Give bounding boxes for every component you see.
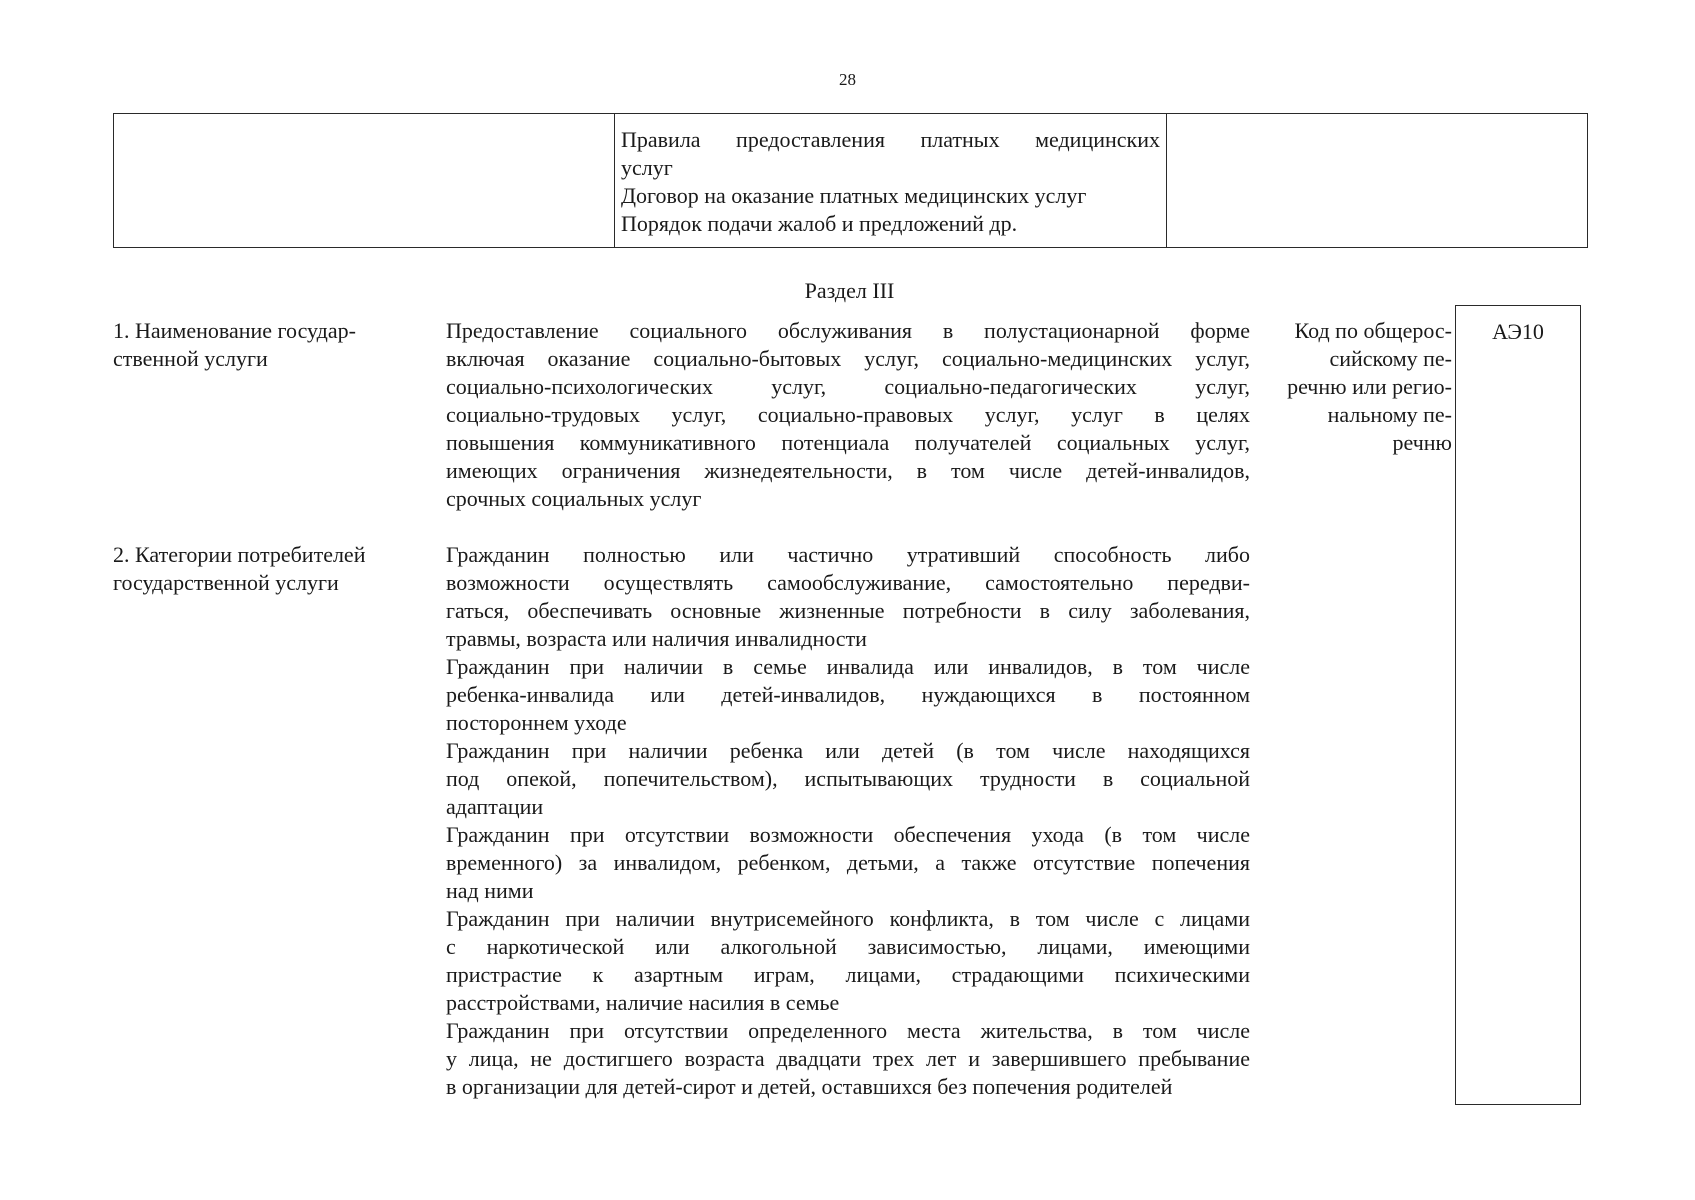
label-line: сийскому пе- xyxy=(1329,346,1452,371)
consumer-categories-label xyxy=(113,541,413,597)
label-line: ственной услуги xyxy=(113,346,268,371)
text-line: Гражданин при отсутствии определенного места жительства, в том числе xyxy=(446,1018,1250,1043)
page-number: 28 xyxy=(839,70,856,89)
text-line: Гражданин при наличии ребенка или детей (в том числе находящихся xyxy=(446,738,1250,763)
consumer-categories-text xyxy=(446,541,1250,1101)
registry-code-box xyxy=(1455,305,1581,1105)
text-line: включая оказание социально-бытовых услуг, социально-медицинских услуг, xyxy=(446,346,1250,371)
section-title: Раздел III xyxy=(804,278,895,303)
text-line: ребенка-инвалида или детей-инвалидов, нуждающихся в постоянном xyxy=(446,682,1250,707)
service-name-label xyxy=(113,317,413,373)
text-line: адаптации xyxy=(446,794,544,819)
label-line: речню или регио- xyxy=(1287,374,1452,399)
label-line: государственной услуги xyxy=(113,570,339,595)
documents-list xyxy=(615,114,1166,238)
list-item: услуг xyxy=(621,155,673,180)
text-line: повышения коммуникативного потенциала получателей социальных услуг, xyxy=(446,430,1250,455)
text-line: социально-трудовых услуг, социально-правовых услуг, услуг в целях xyxy=(446,402,1250,427)
text-line: гаться, обеспечивать основные жизненные потребности в силу заболевания, xyxy=(446,598,1250,623)
label-line: 2. Категории потребителей xyxy=(113,542,366,567)
table-cell-empty-left xyxy=(114,114,615,248)
text-line: с наркотической или алкогольной зависимостью, лицами, имеющими xyxy=(446,934,1250,959)
text-line: постороннем уходе xyxy=(446,710,627,735)
category-paragraph xyxy=(446,653,1250,737)
registry-code-value: АЭ10 xyxy=(1492,319,1544,344)
label-line: нальному пе- xyxy=(1327,402,1452,427)
list-item: Правила предоставления платных медицинских xyxy=(621,127,1160,152)
table-row xyxy=(114,114,1588,248)
continuation-table xyxy=(113,113,1588,248)
service-name-text xyxy=(446,317,1250,513)
list-item: Договор на оказание платных медицинских услуг xyxy=(621,183,1087,208)
category-paragraph xyxy=(446,1017,1250,1101)
text-line: временного) за инвалидом, ребенком, детьми, а также отсутствие попечения xyxy=(446,850,1250,875)
category-paragraph xyxy=(446,821,1250,905)
text-line: расстройствами, наличие насилия в семье xyxy=(446,990,840,1015)
text-line: Гражданин при наличии внутрисемейного конфликта, в том числе с лицами xyxy=(446,906,1250,931)
text-line: травмы, возраста или наличия инвалидности xyxy=(446,626,867,651)
text-line: социально-психологических услуг, социально-педагогических услуг, xyxy=(446,374,1250,399)
category-paragraph xyxy=(446,737,1250,821)
text-line: Гражданин при отсутствии возможности обеспечения ухода (в том числе xyxy=(446,822,1250,847)
text-line: Предоставление социального обслуживания в полустационарной форме xyxy=(446,318,1250,343)
text-line: в организации для детей-сирот и детей, оставшихся без попечения родителей xyxy=(446,1074,1173,1099)
text-line: пристрастие к азартным играм, лицами, страдающими психическими xyxy=(446,962,1250,987)
text-line: имеющих ограничения жизнедеятельности, в том числе детей-инвалидов, xyxy=(446,458,1250,483)
text-line: над ними xyxy=(446,878,534,903)
category-paragraph xyxy=(446,905,1250,1017)
label-line: речню xyxy=(1392,430,1452,455)
text-line: под опекой, попечительством), испытывающих трудности в социальной xyxy=(446,766,1250,791)
text-line: у лица, не достигшего возраста двадцати трех лет и завершившего пребывание xyxy=(446,1046,1250,1071)
label-line: Код по общерос- xyxy=(1294,318,1452,343)
text-line: возможности осуществлять самообслуживание, самостоятельно передви- xyxy=(446,570,1250,595)
table-cell-empty-right xyxy=(1167,114,1588,248)
registry-code-label xyxy=(1262,317,1452,457)
text-line: Гражданин полностью или частично утративший способность либо xyxy=(446,542,1250,567)
table-cell-documents xyxy=(615,114,1167,248)
label-line: 1. Наименование государ- xyxy=(113,318,356,343)
text-line: Гражданин при наличии в семье инвалида или инвалидов, в том числе xyxy=(446,654,1250,679)
list-item: Порядок подачи жалоб и предложений др. xyxy=(621,211,1018,236)
text-line: срочных социальных услуг xyxy=(446,486,702,511)
category-paragraph xyxy=(446,541,1250,653)
